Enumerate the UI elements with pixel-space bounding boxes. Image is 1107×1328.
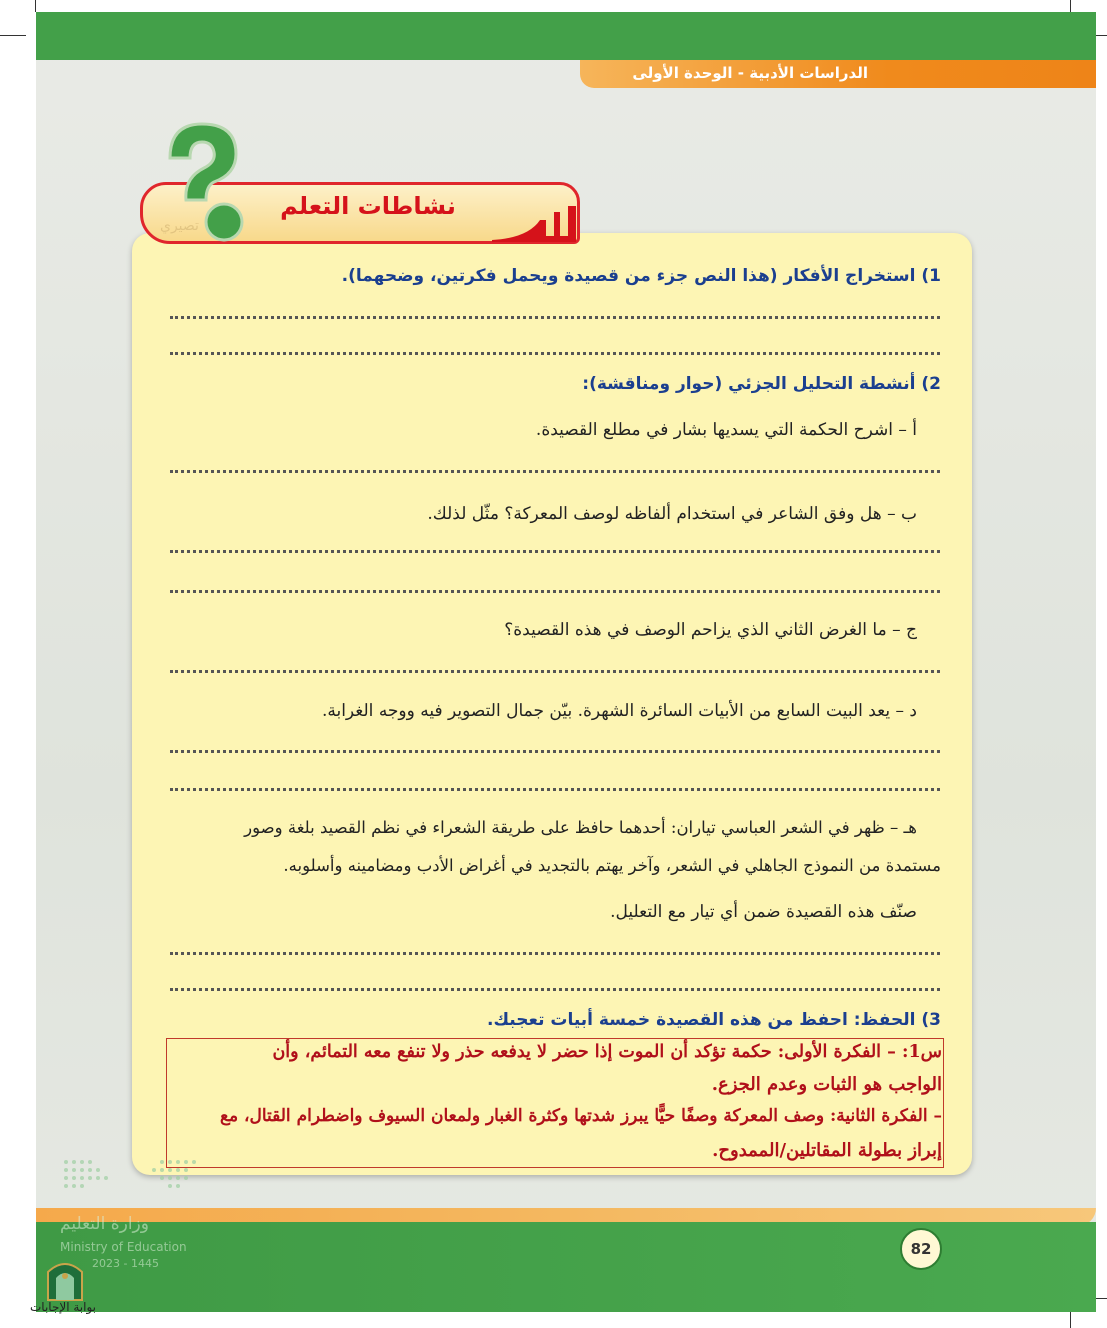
top-green-band: [36, 12, 1096, 60]
answer-dotted-line[interactable]: [170, 670, 940, 673]
crop-mark: [1070, 1312, 1071, 1328]
activities-title: نشاطات التعلم: [280, 192, 456, 220]
question-2-number: 2): [921, 374, 941, 394]
question-3-number: 3): [921, 1010, 941, 1030]
section-title: الدراسات الأدبية - الوحدة الأولى: [632, 64, 868, 82]
question-3-title: الحفظ:: [853, 1010, 916, 1030]
answer-text-1: – الفكرة الأولى: حكمة تؤكد أن الموت إذا حضر لا يدفعه حذر ولا تنفع معه التمائم، وأن: [272, 1042, 902, 1062]
answer-prefix: س1:: [901, 1042, 942, 1062]
answer-line-1: [272, 1042, 942, 1062]
answer-dotted-line[interactable]: [170, 316, 940, 319]
answer-line-4: إبراز بطولة المقاتلين/الممدوح.: [712, 1140, 942, 1161]
ministry-name-english: Ministry of Education: [60, 1240, 187, 1254]
answer-dotted-line[interactable]: [170, 788, 940, 791]
question-2e-line1: هـ – ظهر في الشعر العباسي تياران: أحدهما حافظ على طريقة الشعراء في نظم القصيد بلغة وصور: [244, 818, 917, 837]
question-1-number: 1): [921, 266, 941, 286]
question-2e-line2: مستمدة من النموذج الجاهلي في الشعر، وآخر يهتم بالتجديد في أغراض الأدب ومضامينه وأسلوبه.: [283, 856, 941, 875]
question-2d: د – يعد البيت السابع من الأبيات السائرة الشهرة. بيّن جمال التصوير فيه ووجه الغرابة.: [321, 701, 917, 721]
question-1-body: (هذا النص جزء من قصيدة ويحمل فكرتين، وضحهما).: [341, 266, 784, 286]
question-2a: أ – اشرح الحكمة التي يسديها بشار في مطلع القصيدة.: [535, 420, 917, 440]
answer-dotted-line[interactable]: [170, 352, 940, 355]
answers-portal-logo-icon: [44, 1256, 86, 1302]
question-3-body: احفظ من هذه القصيدة خمسة أبيات تعجبك.: [487, 1010, 854, 1030]
answer-dotted-line[interactable]: [170, 550, 940, 553]
banner-faded-word: تصيري: [160, 218, 199, 234]
answer-dotted-line[interactable]: [170, 590, 940, 593]
crop-mark: [0, 35, 26, 36]
banner-swoosh-decoration: [488, 200, 580, 244]
question-mark-icon: [150, 118, 250, 246]
question-3: [487, 1010, 941, 1030]
question-2: [582, 374, 941, 394]
question-2c: ج – ما الغرض الثاني الذي يزاحم الوصف في هذه القصيدة؟: [504, 620, 917, 640]
question-2-title: أنشطة التحليل الجزئي (حوار ومناقشة):: [582, 374, 916, 394]
question-1: [342, 266, 941, 286]
crop-mark: [1070, 0, 1071, 12]
answers-portal-label: بوابة الإجابات: [30, 1300, 97, 1314]
answer-dotted-line[interactable]: [170, 988, 940, 991]
question-1-title: استخراج الأفكار: [783, 266, 916, 286]
question-2e-line3: صنّف هذه القصيدة ضمن أي تيار مع التعليل.: [610, 902, 917, 922]
ministry-name-arabic: وزارة التعليم: [60, 1214, 149, 1234]
ministry-logo-dots: [62, 1158, 198, 1198]
answer-dotted-line[interactable]: [170, 952, 940, 955]
section-header-bar: [580, 60, 1096, 88]
answer-dotted-line[interactable]: [170, 750, 940, 753]
page-number: 82: [900, 1228, 942, 1270]
answer-line-3: – الفكرة الثانية: وصف المعركة وصفًا حيًّا يبرز شدتها وكثرة الغبار ولمعان السيوف واضطرام القتال، مع: [219, 1106, 942, 1126]
question-2b: ب – هل وفق الشاعر في استخدام ألفاظه لوصف المعركة؟ مثّل لذلك.: [427, 504, 917, 524]
crop-mark: [35, 0, 36, 12]
answer-line-2: الواجب هو الثبات وعدم الجزع.: [711, 1074, 942, 1095]
ministry-year: 2023 - 1445: [92, 1257, 159, 1270]
answer-dotted-line[interactable]: [170, 470, 940, 473]
